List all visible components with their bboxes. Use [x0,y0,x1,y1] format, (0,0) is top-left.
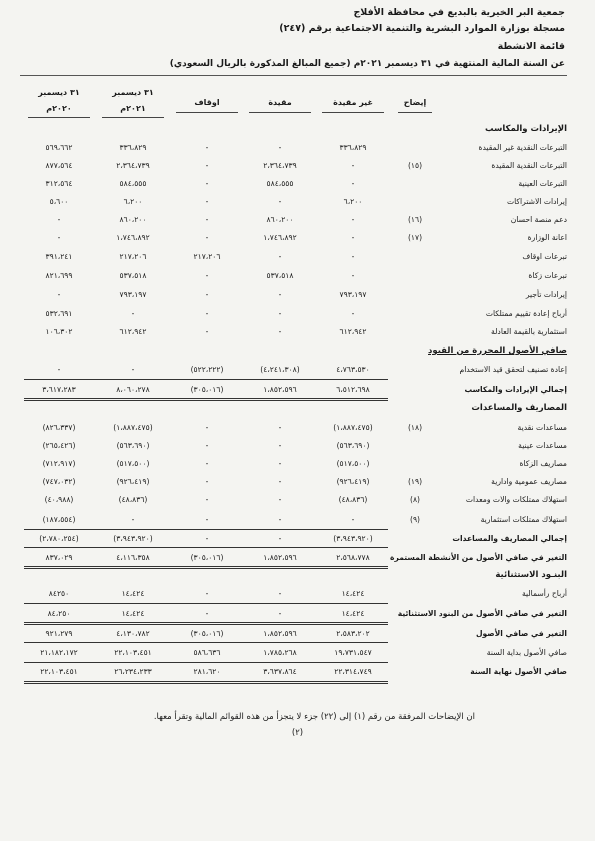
cell-total-2021: ٨،٠٦٠،٢٧٨ [116,385,150,394]
cell-unrestricted: ٢،٥٨٣،٢٠٢ [336,629,370,638]
cell-endowments: ٢١٧،٢٠٦ [193,252,221,261]
cell-restricted: - [278,327,282,336]
cell-endowments: - [205,309,209,318]
cell-endowments: - [205,423,209,432]
cell-total-2020: ٥٣٢،٦٩١ [45,309,73,318]
cell-unrestricted: ١٤،٤٢٤ [341,609,365,618]
section-expenses: المصاريف والمساعدات [471,403,567,413]
cell-total-2020: ٣١٢،٥٦٤ [45,179,73,188]
row-note: (١٨) [407,423,423,432]
row-note: (١٥) [407,161,423,170]
table-row [0,474,595,490]
table-row [0,645,595,661]
row-note: (٨) [409,495,421,504]
cell-total-2021: ٣٣٦،٨٢٩ [119,143,147,152]
cell-total-2020: ٣،٦١٧،٢٨٣ [42,385,76,394]
cell-total-2021: (٩٢٦،٤١٩) [116,477,150,486]
cell-endowments: (٣٠٥،٠١٦) [190,629,224,638]
cell-endowments: - [205,515,209,524]
row-label: مصاريف الزكاة [519,459,567,468]
cell-total-2020: ٨٣٧،٠٢٩ [45,553,73,562]
section-exceptional: البنـود الاستثنائية [495,570,567,580]
cell-unrestricted: ٦١٢،٩٤٢ [339,327,367,336]
row-label: أرباح رأسمالية [521,589,567,598]
cell-restricted: ١،٨٥٢،٥٩٦ [263,385,297,394]
row-label: دعم منصة احسان [510,215,567,224]
cell-total-2021: ٤،١٣٠،٧٨٢ [116,629,150,638]
row-note [395,586,435,602]
cell-unrestricted: (٩٢٦،٤١٩) [336,477,370,486]
cell-endowments: (٣٠٥،٠١٦) [190,385,224,394]
cell-endowments: - [205,459,209,468]
section-released-net-assets: صافي الأصول المحررة من القيود [428,346,567,356]
cell-restricted: ٣،٦٣٧،٨٦٤ [263,667,297,676]
row-label: استهلاك ممتلكات استثمارية [480,515,567,524]
table-row [0,531,595,547]
cell-restricted: - [278,589,282,598]
col-underline-note [398,112,432,113]
cell-endowments: - [205,215,209,224]
cell-unrestricted: - [351,215,355,224]
row-note [395,306,435,322]
cell-total-2021: ١٤،٤٢٤ [121,589,145,598]
row-note [395,456,435,472]
cell-endowments: - [205,179,209,188]
row-note [395,194,435,210]
row-note [395,531,435,547]
table-row [0,230,595,246]
row-note: (١٦) [407,215,423,224]
cell-total-2020: (١٨٧،٥٥٤) [42,515,76,524]
table-row [0,586,595,602]
cell-total-2020: - [57,215,61,224]
table-row [0,287,595,303]
cell-endowments: - [205,233,209,242]
cell-restricted: - [278,252,282,261]
row-note [395,550,435,566]
cell-endowments: - [205,327,209,336]
row-note [395,645,435,661]
cell-endowments: (٥٢٢،٢٢٢) [190,365,224,374]
cell-unrestricted: - [351,271,355,280]
total-rule-revenues [24,379,388,380]
table-row [0,324,595,340]
cell-total-2020: - [57,233,61,242]
cell-unrestricted: - [351,161,355,170]
row-label: تبرعات اوقاف [522,252,567,261]
cell-restricted: - [278,441,282,450]
cell-total-2021: ٥٨٤،٥٥٥ [119,179,147,188]
cell-endowments: - [205,534,209,543]
cell-total-2021: ٢٢،١٠٣،٤٥١ [114,648,152,657]
row-label: التغير في صافي الأصول [475,629,567,638]
cell-total-2021: ٤،١١٦،٣٥٨ [116,553,150,562]
cell-total-2020: (٤٠،٩٨٨) [44,495,74,504]
cell-total-2020: ٨٤،٢٥٠ [47,609,71,618]
table-row [0,456,595,472]
cell-endowments: - [205,290,209,299]
row-note: (١٩) [407,477,423,486]
cell-total-2021: ٢٦،٢٣٤،٢٣٣ [114,667,152,676]
row-note [395,176,435,192]
cell-restricted: ١،٧٨٥،٢٦٨ [263,648,297,657]
col-header-2021-date: ٣١ ديسمبر [112,88,154,97]
double-rule-exceptional [24,622,388,625]
table-row [0,306,595,322]
cell-total-2020: ٩٢١،٢٧٩ [45,629,73,638]
col-header-2021-year: ٢٠٢١م [120,104,146,113]
cell-restricted: - [278,197,282,206]
double-rule-revenues [24,398,388,401]
period-line: عن السنة المالية المنتهية في ٣١ ديسمبر ٢٠٢١م (جميع المبالغ المذكورة بالريال السعودي) [169,59,565,69]
cell-total-2021: (٣،٩٤٣،٩٢٠) [113,534,153,543]
table-row [0,194,595,210]
col-underline-endowments [176,112,238,113]
cell-unrestricted: (٣،٩٤٣،٩٢٠) [333,534,373,543]
cell-total-2020: (٢٦٥،٤٢٦) [42,441,76,450]
row-note [395,606,435,622]
table-row [0,512,595,528]
cell-restricted: - [278,495,282,504]
table-row [0,550,595,566]
cell-total-2020: (٧١٢،٩١٧) [42,459,76,468]
table-row [0,268,595,284]
row-label: تبرعات زكاة [528,271,567,280]
cell-total-2020: - [57,290,61,299]
cell-total-2021: ٢،٣٦٤،٧٣٩ [116,161,150,170]
col-underline-unrestricted [322,112,384,113]
table-row [0,382,595,398]
cell-endowments: - [205,143,209,152]
cell-unrestricted: - [351,233,355,242]
row-label: إعادة تصنيف لتحقق قيد الاستخدام [459,365,567,374]
cell-total-2020: ٣٩١،٢٤١ [45,252,73,261]
cell-total-2021: ١٤،٤٢٤ [121,609,145,618]
cell-total-2020: ٨٤٢٥٠ [48,589,70,598]
cell-total-2021: ٦،٢٠٠ [123,197,143,206]
cell-restricted: ٢،٣٦٤،٧٣٩ [263,161,297,170]
cell-total-2021: (٥٦٣،٦٩٠) [116,441,150,450]
section-revenues: الإيرادات والمكاسب [485,124,567,134]
col-header-2020-year: ٢٠٢٠م [46,104,72,113]
cell-unrestricted: ٢٢،٣١٤،٧٤٩ [334,667,372,676]
cell-endowments: ٥٨٦،٦٣٦ [193,648,221,657]
cell-total-2021: ٧٩٣،١٩٧ [119,290,147,299]
cell-endowments: - [205,441,209,450]
cell-endowments: - [205,477,209,486]
cell-total-2021: (٤٨،٨٣٦) [118,495,148,504]
cell-endowments: - [205,161,209,170]
table-row [0,606,595,622]
row-label: إيرادات تأجير [525,290,567,299]
cell-total-2020: - [57,365,61,374]
table-row [0,158,595,174]
table-row [0,362,595,378]
row-label: التبرعات النقدية المقيدة [491,161,567,170]
col-header-2020-date: ٣١ ديسمبر [38,88,80,97]
cell-endowments: - [205,197,209,206]
cell-total-2021: - [131,365,135,374]
cell-restricted: - [278,459,282,468]
col-header-restricted: مقيدة [268,98,292,107]
table-row [0,492,595,508]
col-header-unrestricted: غير مقيدة [333,98,373,107]
col-underline-2021 [102,117,164,118]
cell-total-2021: ١،٧٤٦،٨٩٢ [116,233,150,242]
cell-unrestricted: ٤،٧٦٣،٥٣٠ [336,365,370,374]
row-label: صافي الأصول بداية السنة [486,648,567,657]
table-row [0,140,595,156]
header-divider [20,75,567,76]
cell-endowments: - [205,589,209,598]
cell-restricted: ٨٦٠،٢٠٠ [266,215,294,224]
table-row [0,626,595,642]
row-label: استثمارية بالقيمة العادلة [491,327,567,336]
cell-unrestricted: - [351,309,355,318]
cell-restricted: - [278,309,282,318]
row-note [395,268,435,284]
cell-total-2021: (١،٨٨٧،٤٧٥) [113,423,153,432]
row-label: إيرادات الاشتراكات [506,197,567,206]
row-note [395,664,435,680]
col-header-note: إيضاح [403,98,427,107]
cell-restricted: ٥٣٧،٥١٨ [266,271,294,280]
row-label: التغير في صافي الأصول من البنود الاستثنائية [397,609,567,618]
row-label: صافي الأصول نهاية السنة [470,667,567,676]
cell-total-2021: ٨٦٠،٢٠٠ [119,215,147,224]
row-note [395,287,435,303]
cell-unrestricted: (٥٦٣،٦٩٠) [336,441,370,450]
col-header-endowments: اوقاف [194,98,220,107]
cell-unrestricted: ٦،٢٠٠ [343,197,363,206]
association-name: جمعية البر الخيرية بالبديع في محافظة الأفلاج [353,7,565,18]
cell-total-2020: (٨٢٦،٣٣٧) [42,423,76,432]
cell-total-2021: (٥١٧،٥٠٠) [116,459,150,468]
cell-restricted: ١،٨٥٢،٥٩٦ [263,629,297,638]
col-underline-2020 [28,117,90,118]
table-row [0,249,595,265]
cell-total-2020: ٥٦٩،٦٦٢ [45,143,73,152]
table-row [0,420,595,436]
row-note [395,140,435,156]
row-note [395,249,435,265]
cell-unrestricted: - [351,252,355,261]
table-row [0,176,595,192]
row-label: مساعدات نقدية [517,423,567,432]
cell-restricted: - [278,423,282,432]
cell-total-2020: ٨٧٧،٥٦٤ [45,161,73,170]
col-underline-restricted [249,112,311,113]
cell-restricted: (٤،٢٤١،٣٠٨) [260,365,300,374]
cell-endowments: - [205,609,209,618]
cell-unrestricted: (١،٨٨٧،٤٧٥) [333,423,373,432]
cell-endowments: (٣٠٥،٠١٦) [190,553,224,562]
cell-restricted: - [278,534,282,543]
registration-line: مسجلة بوزارة الموارد البشرية والتنمية الاجتماعية برقم (٢٤٧) [279,23,565,34]
total-rule-change [24,642,388,643]
cell-endowments: - [205,495,209,504]
table-row [0,664,595,680]
cell-restricted: - [278,609,282,618]
row-note: (١٧) [407,233,423,242]
row-label: أرباح إعادة تقييم ممتلكات [485,309,567,318]
cell-unrestricted: (٥١٧،٥٠٠) [336,459,370,468]
double-rule-end [24,681,388,684]
cell-unrestricted: ١٩،٧٣١،٥٤٧ [334,648,372,657]
cell-restricted: ١،٧٤٦،٨٩٢ [263,233,297,242]
cell-endowments: ٢٨١،٦٢٠ [193,667,221,676]
table-row [0,438,595,454]
cell-total-2021: ٢١٧،٢٠٦ [119,252,147,261]
cell-unrestricted: ٣٣٦،٨٢٩ [339,143,367,152]
notes-statement: ان الإيضاحات المرفقة من رقم (١) إلى (٢٢) جزء لا يتجزأ من هذه القوائم المالية وتقرأ معها. [153,712,475,722]
cell-restricted: - [278,290,282,299]
row-note [395,362,435,378]
row-note: (٩) [409,515,421,524]
total-rule-exceptional [24,603,388,604]
cell-total-2020: ٢٢،١٠٣،٤٥١ [40,667,78,676]
total-rule-expenses-end [24,547,388,548]
total-rule-begin [24,662,388,663]
cell-restricted: - [278,477,282,486]
row-note [395,324,435,340]
cell-total-2020: (٢،٧٨٠،٢٥٤) [39,534,79,543]
cell-total-2020: ١٠٦،٣٠٢ [45,327,73,336]
cell-unrestricted: - [351,515,355,524]
cell-total-2021: - [131,309,135,318]
page-number: (٢) [291,728,304,738]
row-note [395,438,435,454]
cell-restricted: ١،٨٥٢،٥٩٦ [263,553,297,562]
row-label: التبرعات العينية [518,179,567,188]
cell-total-2021: ٦١٢،٩٤٢ [119,327,147,336]
cell-unrestricted: - [351,179,355,188]
cell-unrestricted: ٧٩٣،١٩٧ [339,290,367,299]
cell-restricted: ٥٨٤،٥٥٥ [266,179,294,188]
cell-total-2020: ٢١،١٨٢،١٧٢ [40,648,78,657]
cell-total-2021: - [131,515,135,524]
row-label: إجمالي المصاريف والمساعدات [452,534,567,543]
row-label: اعانة الوزارة [527,233,567,242]
row-label: مصاريف عمومية وادارية [491,477,567,486]
cell-endowments: - [205,271,209,280]
row-label: التغير في صافي الأصول من الأنشطة المستمرة [389,553,567,562]
row-label: مساعدات عينية [518,441,567,450]
cell-total-2020: ٨٢١،٦٩٩ [45,271,73,280]
cell-total-2021: ٥٣٧،٥١٨ [119,271,147,280]
cell-restricted: - [278,143,282,152]
row-label: استهلاك ممتلكات والات ومعدات [465,495,567,504]
statement-title: قائمة الانشطة [497,41,565,52]
table-row [0,212,595,228]
cell-restricted: - [278,515,282,524]
cell-total-2020: ٥،٦٠٠ [49,197,69,206]
row-note [395,626,435,642]
row-label: التبرعات النقدية غير المقيدة [478,143,567,152]
cell-unrestricted: ٦،٥١٢،٦٩٨ [336,385,370,394]
row-note [395,382,435,398]
total-rule-expenses [24,529,388,530]
cell-unrestricted: ١٤،٤٢٤ [341,589,365,598]
cell-unrestricted: ٢،٥٦٨،٧٧٨ [336,553,370,562]
row-label: إجمالي الإيرادات والمكاسب [464,385,567,394]
cell-total-2020: (٧٤٧،٠٣٢) [42,477,76,486]
cell-unrestricted: (٤٨،٨٣٦) [338,495,368,504]
double-rule-continuing [24,566,388,569]
